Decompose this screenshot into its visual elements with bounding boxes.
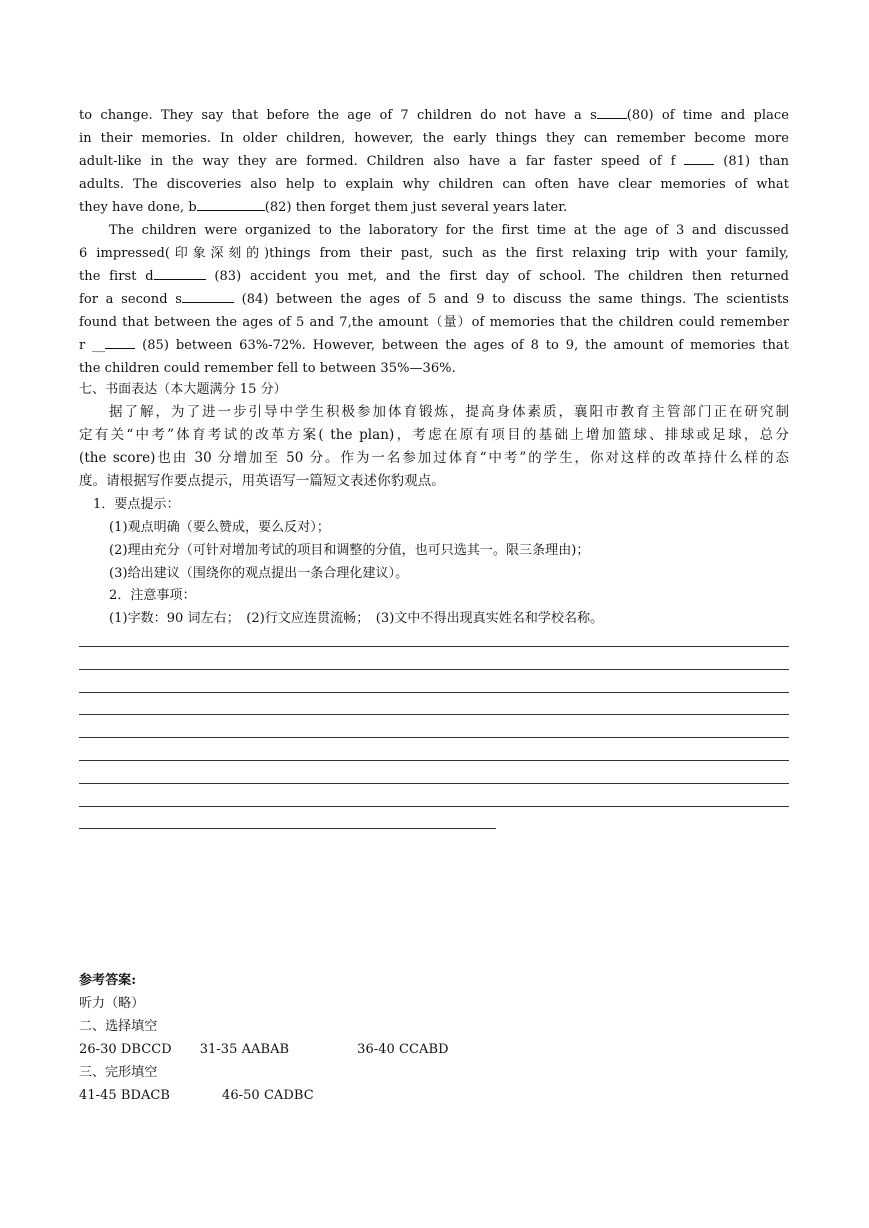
passage-line-11 xyxy=(79,334,789,357)
passage-text: they have done, b xyxy=(79,200,197,215)
writing-line[interactable] xyxy=(79,646,789,647)
blank-80[interactable] xyxy=(597,106,627,119)
requirement-3: (3)给出建议（围绕你的观点提出一条合理化建议）。 xyxy=(109,566,409,581)
writing-line[interactable] xyxy=(79,692,789,693)
writing-line[interactable] xyxy=(79,806,789,807)
passage-text: to change. They say that before the age of 7 children do not have a s xyxy=(79,108,597,123)
passage-line-5 xyxy=(79,196,789,219)
blank-83[interactable] xyxy=(154,267,206,280)
writing-prompt-line-3: (the score)也由 30 分增加至 50 分。作为一名参加过体育“中考”的学生，你对这样的改革持什么样的态 xyxy=(79,450,789,466)
answers-listening: 听力（略） xyxy=(79,996,145,1011)
answer-group: 31-35 AABAB xyxy=(199,1042,290,1057)
passage-text: (80) of time and place xyxy=(626,108,789,123)
answers-section-3-row xyxy=(79,1084,789,1107)
passage-text: the first d xyxy=(79,269,154,284)
passage-text: (81) than xyxy=(723,154,789,169)
answers-title: 参考答案: xyxy=(79,973,137,988)
notes-items: (1)字数：90 词左右； (2)行文应连贯流畅； (3)文中不得出现真实姓名和学校名称。 xyxy=(109,611,604,626)
answer-group: 46-50 CADBC xyxy=(222,1088,314,1103)
answer-group: 26-30 DBCCD xyxy=(79,1042,172,1057)
passage-line-6: The children were organized to the laboratory for the first time at the age of 3 and discussed xyxy=(109,223,789,238)
passage-line-10: found that between the ages of 5 and 7,the amount（量）of memories that the children could remember xyxy=(79,315,789,330)
writing-line[interactable] xyxy=(79,783,789,784)
writing-line[interactable] xyxy=(79,828,496,829)
passage-text: for a second s xyxy=(79,292,182,307)
writing-line[interactable] xyxy=(79,737,789,738)
writing-prompt-line-4: 度。请根据写作要点提示，用英语写一篇短文表述你豹观点。 xyxy=(79,473,445,489)
passage-line-9 xyxy=(79,288,789,311)
passage-line-3 xyxy=(79,150,789,173)
requirements-title: 1．要点提示： xyxy=(93,497,180,512)
passage-line-8 xyxy=(79,265,789,288)
passage-text: (85) between 63%-72%. However, between the ages of 8 to 9, the amount of memories that xyxy=(142,338,789,353)
writing-prompt-line-1: 据了解，为了进一步引导中学生积极参加体育锻炼，提高身体素质，襄阳市教育主管部门正在研究制 xyxy=(109,404,789,420)
passage-line-2: in their memories. In older children, however, the early things they can remember become more xyxy=(79,131,789,146)
passage-text: (84) between the ages of 5 and 9 to discuss the same things. The scientists xyxy=(241,292,789,307)
writing-line[interactable] xyxy=(79,760,789,761)
blank-85[interactable] xyxy=(105,336,135,349)
writing-prompt-line-2: 定有关“中考”体育考试的改革方案( the plan)，考虑在原有项目的基础上增加篮球、排球或足球，总分 xyxy=(79,427,789,443)
answer-group: 41-45 BDACB xyxy=(79,1088,171,1103)
requirement-1: (1)观点明确（要么赞成，要么反对）； xyxy=(109,520,330,535)
passage-text: r __ xyxy=(79,338,106,353)
requirement-2: (2)理由充分（可针对增加考试的项目和调整的分值，也可只选其一。限三条理由)； xyxy=(109,543,590,558)
passage-line-1 xyxy=(79,104,789,127)
blank-81[interactable] xyxy=(684,152,714,165)
passage-line-12: the children could remember fell to between 35%—36%. xyxy=(79,361,456,376)
passage-text: adult-like in the way they are formed. Children also have a far faster speed of f xyxy=(79,154,676,169)
writing-line[interactable] xyxy=(79,669,789,670)
writing-line[interactable] xyxy=(79,714,789,715)
passage-text: (83) accident you met, and the first day of school. The children then returned xyxy=(214,269,789,284)
answer-group: 36-40 CCABD xyxy=(357,1042,449,1057)
blank-84[interactable] xyxy=(182,290,234,303)
answers-section-2-title: 二、选择填空 xyxy=(79,1019,158,1034)
notes-title: 2．注意事项： xyxy=(109,588,196,603)
blank-82[interactable] xyxy=(197,198,265,211)
answers-section-3-title: 三、完形填空 xyxy=(79,1065,158,1080)
passage-line-4: adults. The discoveries also help to explain why children can often have clear memories of what xyxy=(79,177,789,192)
passage-line-7: 6 impressed(印象深刻的)things from their past, such as the first relaxing trip with your family, xyxy=(79,246,789,261)
section-heading-writing: 七、书面表达（本大题满分 15 分） xyxy=(79,382,287,397)
answers-section-2-row xyxy=(79,1038,789,1061)
passage-text: (82) then forget them just several years later. xyxy=(264,200,568,215)
